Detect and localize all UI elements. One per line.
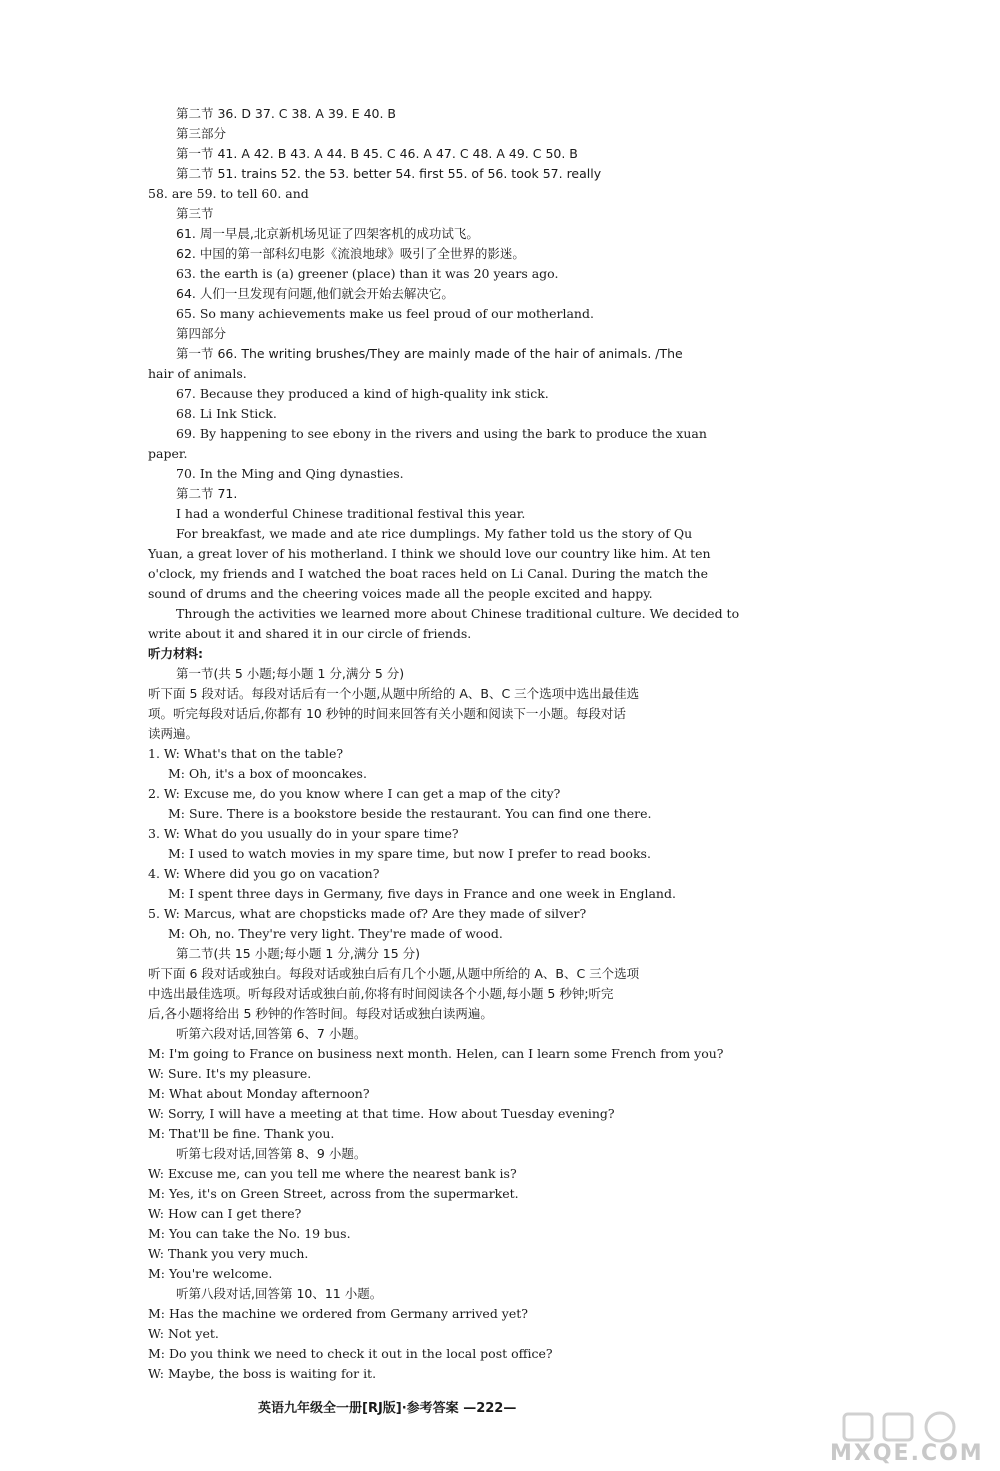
text-line: M: I'm going to France on business next month. Helen, can I learn some French from you? [148,1046,724,1061]
text-line: 第三部分 [176,126,227,141]
text-line: W: Sure. It's my pleasure. [148,1066,312,1081]
text-line: 62. 中国的第一部科幻电影《流浪地球》吸引了全世界的影迷。 [176,246,525,261]
text-line: 第一节 66. The writing brushes/They are mainly made of the hair of animals. /The [176,346,683,361]
text-line: 听第六段对话,回答第 6、7 小题。 [176,1026,367,1041]
text-line: I had a wonderful Chinese traditional festival this year. [176,506,526,521]
text-line: paper. [148,446,188,461]
text-line: 2. W: Excuse me, do you know where I can get a map of the city? [148,786,561,801]
text-line: W: Excuse me, can you tell me where the nearest bank is? [148,1166,517,1181]
text-line: 项。听完每段对话后,你都有 10 秒钟的时间来回答有关小题和阅读下一小题。每段对话 [148,706,626,721]
text-line: 第二节(共 15 小题;每小题 1 分,满分 15 分) [176,946,421,961]
text-line: M: Do you think we need to check it out in the local post office? [148,1346,553,1361]
text-line: 读两遍。 [148,726,199,741]
text-line: 70. In the Ming and Qing dynasties. [176,466,404,481]
text-line: For breakfast, we made and ate rice dumplings. My father told us the story of Qu [176,526,693,541]
text-line: 4. W: Where did you go on vacation? [148,866,380,881]
text-line: 3. W: What do you usually do in your spare time? [148,826,459,841]
text-line: 69. By happening to see ebony in the rivers and using the bark to produce the xuan [176,426,707,441]
text-line: 58. are 59. to tell 60. and [148,186,309,201]
text-line: M: I used to watch movies in my spare time, but now I prefer to read books. [168,846,651,861]
text-line: W: Thank you very much. [148,1246,309,1261]
text-line: 第二节 51. trains 52. the 53. better 54. first 55. of 56. took 57. really [176,166,602,181]
text-line: o'clock, my friends and I watched the boat races held on Li Canal. During the match the [148,566,709,581]
text-line: 听下面 6 段对话或独白。每段对话或独白后有几个小题,从题中所给的 A、B、C 三个选项 [148,966,640,981]
text-line: Yuan, a great lover of his motherland. I think we should love our country like him. At ten [148,546,711,561]
text-line: M: Oh, no. They're very light. They're made of wood. [168,926,503,941]
text-line: 听第八段对话,回答第 10、11 小题。 [176,1286,383,1301]
text-line: 5. W: Marcus, what are chopsticks made of? Are they made of silver? [148,906,587,921]
text-line: 63. the earth is (a) greener (place) than it was 20 years ago. [176,266,559,281]
text-line: 第二节 71. [176,486,238,501]
text-line: M: Oh, it's a box of mooncakes. [168,766,367,781]
text-line: 听下面 5 段对话。每段对话后有一个小题,从题中所给的 A、B、C 三个选项中选出最佳选 [148,686,640,701]
text-line: write about it and shared it in our circle of friends. [148,626,472,641]
text-line: M: What about Monday afternoon? [148,1086,370,1101]
text-line: W: Sorry, I will have a meeting at that time. How about Tuesday evening? [148,1106,615,1121]
text-line: 67. Because they produced a kind of high-quality ink stick. [176,386,549,401]
text-line: 第四部分 [176,326,227,341]
text-line: 第一节(共 5 小题;每小题 1 分,满分 5 分) [176,666,405,681]
page-footer: 英语九年级全一册[RJ版]·参考答案 —222— [258,1401,517,1416]
text-line: M: Yes, it's on Green Street, across from the supermarket. [148,1186,519,1201]
text-line: W: How can I get there? [148,1206,302,1221]
text-line: 61. 周一早晨,北京新机场见证了四架客机的成功试飞。 [176,226,479,241]
text-line: 1. W: What's that on the table? [148,746,344,761]
text-line: M: That'll be fine. Thank you. [148,1126,335,1141]
text-line: 65. So many achievements make us feel proud of our motherland. [176,306,594,321]
text-line: sound of drums and the cheering voices made all the people excited and happy. [148,586,653,601]
watermark-text: MXQE.COM [830,1441,984,1466]
text-line: 听力材料: [148,646,203,661]
text-line: 中选出最佳选项。听每段对话或独白前,你将有时间阅读各个小题,每小题 5 秒钟;听完 [148,986,614,1001]
text-line: W: Maybe, the boss is waiting for it. [148,1366,377,1381]
text-line: 第一节 41. A 42. B 43. A 44. B 45. C 46. A 47. C 48. A 49. C 50. B [176,146,578,161]
text-line: 第三节 [176,206,214,221]
text-line: M: I spent three days in Germany, five days in France and one week in England. [168,886,676,901]
text-line: hair of animals. [148,366,247,381]
text-line: 后,各小题将给出 5 秒钟的作答时间。每段对话或独白读两遍。 [148,1006,493,1021]
text-line: M: Sure. There is a bookstore beside the restaurant. You can find one there. [168,806,652,821]
text-line: M: You're welcome. [148,1266,273,1281]
text-line: Through the activities we learned more about Chinese traditional culture. We decided to [176,606,740,621]
text-line: 64. 人们一旦发现有问题,他们就会开始去解决它。 [176,286,454,301]
text-line: M: Has the machine we ordered from Germany arrived yet? [148,1306,528,1321]
watermark-logo-icon [840,1410,970,1444]
site-watermark [830,1410,984,1466]
text-line: M: You can take the No. 19 bus. [148,1226,351,1241]
text-line: 第二节 36. D 37. C 38. A 39. E 40. B [176,106,397,121]
text-line: 68. Li Ink Stick. [176,406,277,421]
text-line: 听第七段对话,回答第 8、9 小题。 [176,1146,367,1161]
text-line: W: Not yet. [148,1326,219,1341]
